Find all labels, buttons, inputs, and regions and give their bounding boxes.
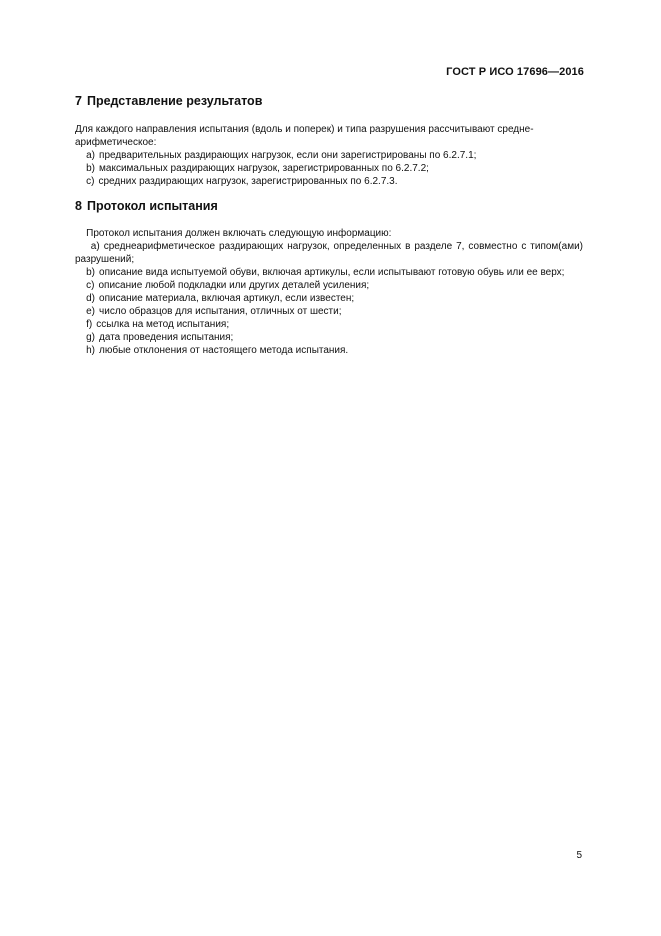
list-item-text: максимальных раздирающих нагрузок, зарегистрированных по 6.2.7.2; [99,163,429,174]
section-7-list [75,149,583,188]
list-item [75,292,583,305]
list-item [75,162,583,175]
list-item [75,175,583,188]
list-item-marker: c) [86,176,95,187]
list-item-marker: a) [86,150,96,161]
list-item-marker: h) [86,345,96,356]
section-8-list [75,240,583,357]
list-item-marker: a) [90,241,100,252]
section-8-intro-text: Протокол испытания должен включать следующую информацию: [86,228,392,239]
list-item [75,318,583,331]
page-number: 5 [576,850,582,861]
list-item-marker: g) [86,332,96,343]
section-8-title: Протокол испытания [86,199,218,213]
list-item [75,149,583,162]
section-8-heading [75,199,583,213]
list-item-marker: b) [86,267,96,278]
list-item-text: описание вида испытуемой обуви, включая артикулы, если испытывают готовую обувь или ее верх; [99,267,565,278]
section-7-intro [75,123,583,149]
section-7-title: Представление результатов [86,94,263,108]
section-8-intro [75,227,583,240]
list-item-text: описание любой подкладки или других деталей усиления; [98,280,370,291]
section-8 [75,199,583,357]
list-item-text: число образцов для испытания, отличных от шести; [99,306,342,317]
list-item [75,344,583,357]
list-item [75,331,583,344]
section-7-intro-text: Для каждого направления испытания (вдоль и поперек) и типа разрушения рассчитывают средне-арифметическое: [75,124,534,148]
section-7-number: 7 [75,94,82,108]
list-item [75,240,583,266]
list-item [75,279,583,292]
list-item-text: предварительных раздирающих нагрузок, если они зарегистрированы по 6.2.7.1; [99,150,477,161]
list-item-text: дата проведения испытания; [99,332,234,343]
standard-code: ГОСТ Р ИСО 17696—2016 [446,66,584,78]
section-7 [75,94,583,188]
section-7-heading [75,94,583,108]
list-item-marker: f) [86,319,93,330]
list-item-text: средних раздирающих нагрузок, зарегистрированных по 6.2.7.3. [98,176,398,187]
list-item-text: описание материала, включая артикул, если известен; [99,293,355,304]
list-item-marker: c) [86,280,95,291]
list-item [75,266,583,279]
list-item-text: ссылка на метод испытания; [96,319,230,330]
list-item [75,305,583,318]
list-item-text: любые отклонения от настоящего метода испытания. [99,345,349,356]
list-item-marker: d) [86,293,96,304]
list-item-marker: b) [86,163,96,174]
list-item-text: среднеарифметическое раздирающих нагрузок, определенных в разделе 7, совместно с типом(ами) разрушений; [75,241,583,265]
section-8-number: 8 [75,199,82,213]
list-item-marker: e) [86,306,96,317]
